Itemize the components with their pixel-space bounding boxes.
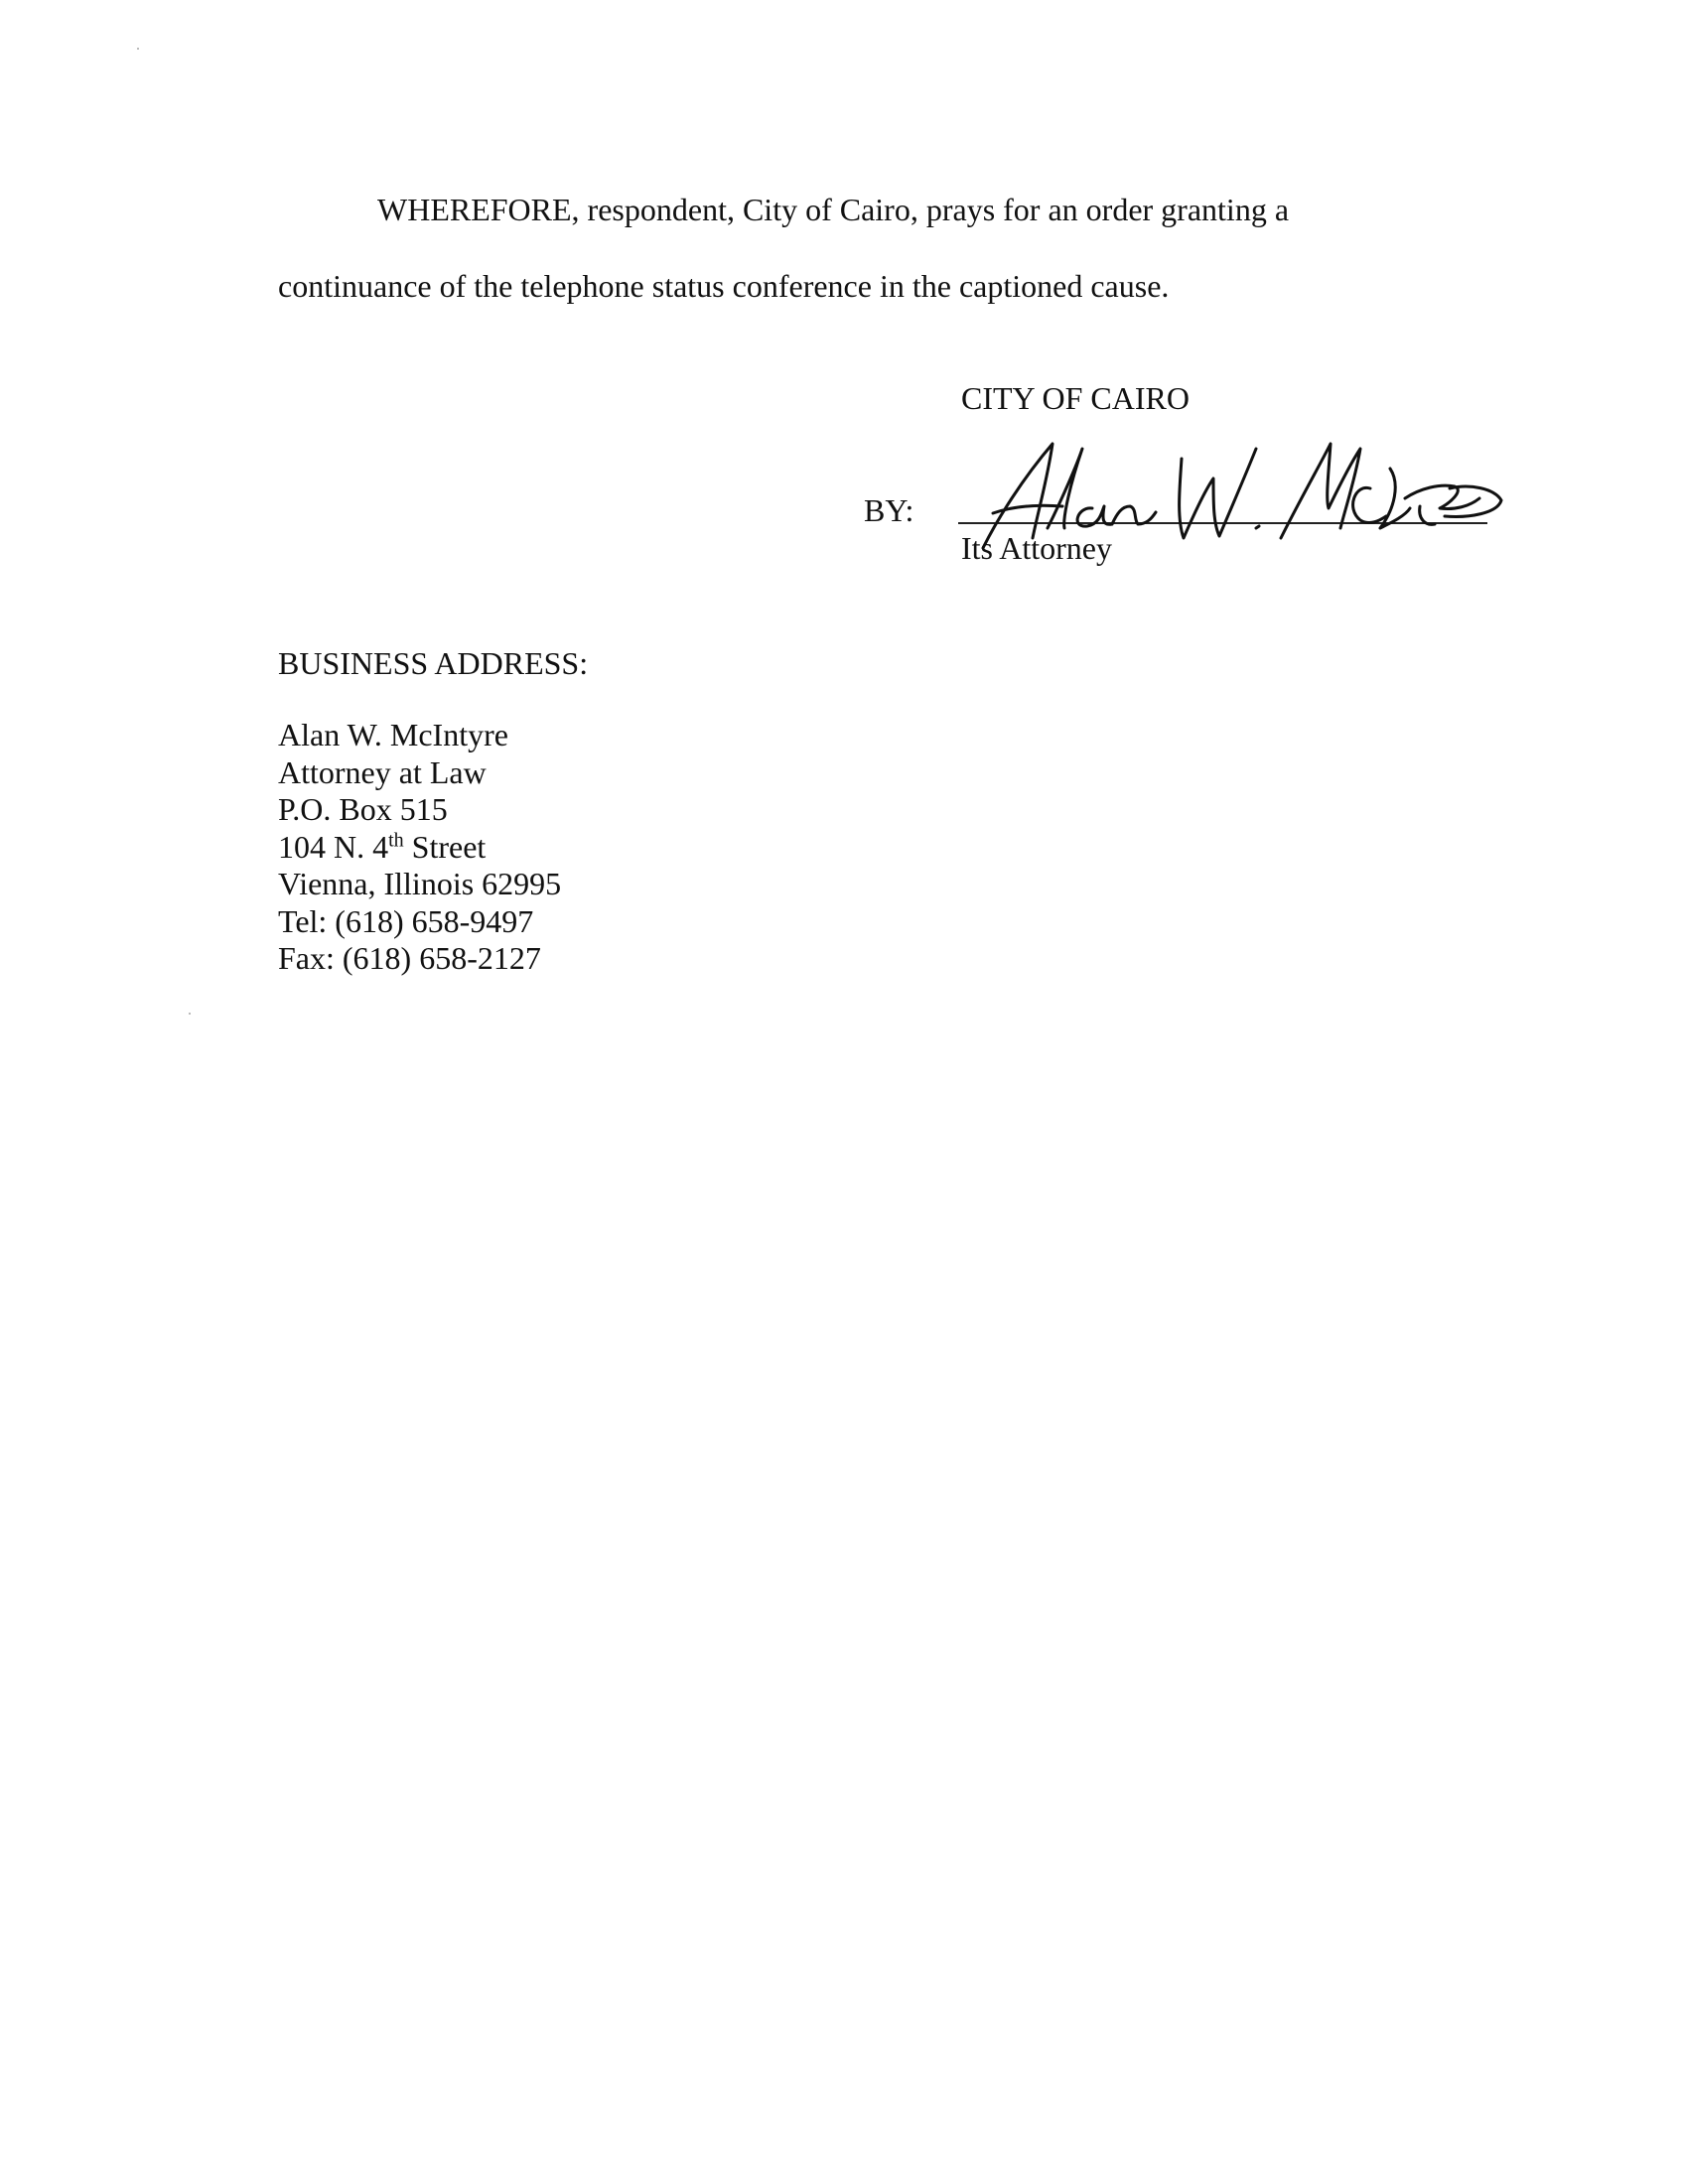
business-address-heading: BUSINESS ADDRESS: xyxy=(278,645,589,681)
business-address-block xyxy=(278,717,561,978)
street-ordinal-suffix: th xyxy=(388,828,404,851)
by-label: BY: xyxy=(864,492,914,528)
signatory-party: CITY OF CAIRO xyxy=(961,380,1190,416)
address-street xyxy=(278,829,561,867)
address-title: Attorney at Law xyxy=(278,753,487,790)
street-number: 104 N. 4 xyxy=(278,828,389,865)
address-fax: Fax: (618) 658-2127 xyxy=(278,940,541,976)
address-telephone: Tel: (618) 658-9497 xyxy=(278,902,534,939)
address-po-box: P.O. Box 515 xyxy=(278,791,448,827)
scan-speck xyxy=(137,48,139,50)
address-name: Alan W. McIntyre xyxy=(278,717,508,752)
body-paragraph-line-2: continuance of the telephone status conference in the captioned cause. xyxy=(278,268,1170,304)
address-city-state-zip: Vienna, Illinois 62995 xyxy=(278,866,562,901)
scan-speck xyxy=(189,1013,191,1015)
body-paragraph-line-1: WHEREFORE, respondent, City of Cairo, prays for an order granting a xyxy=(377,192,1290,227)
street-name: Street xyxy=(403,828,487,865)
signer-title: Its Attorney xyxy=(961,530,1112,566)
